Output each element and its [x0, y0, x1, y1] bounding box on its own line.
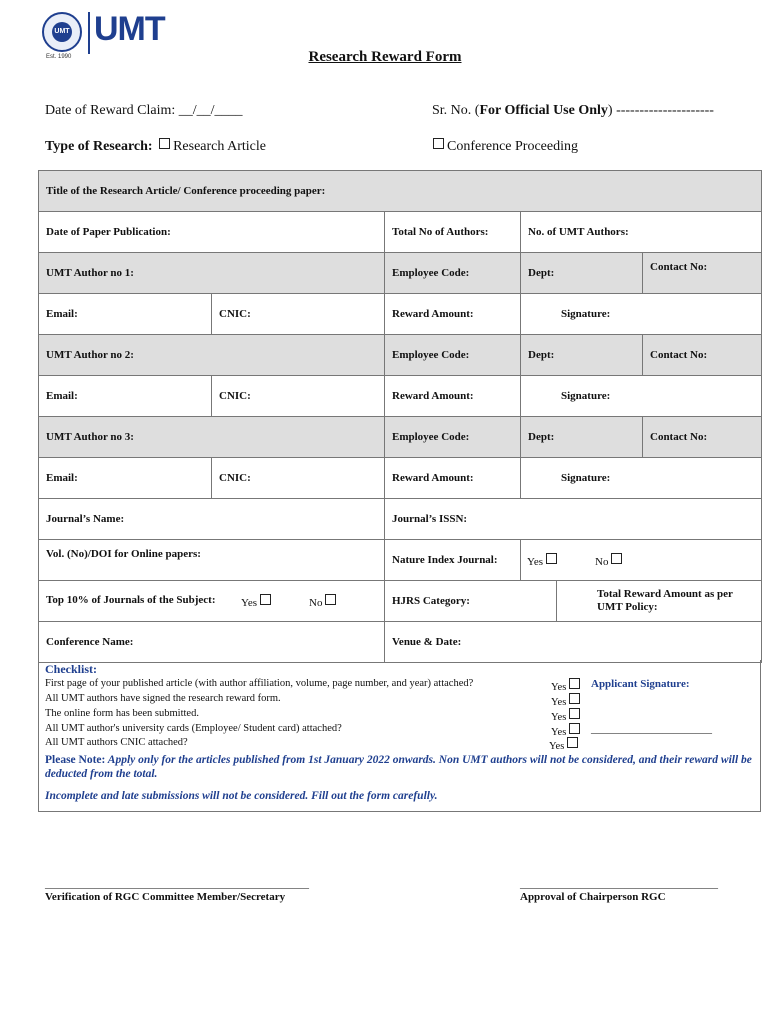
verification-line[interactable]: ________________________________________________: [45, 878, 309, 890]
serial-prefix: Sr. No. (: [432, 103, 480, 118]
seal-text: UMT: [52, 22, 72, 42]
author2-dept[interactable]: Dept:: [521, 335, 643, 376]
note-label: Please Note:: [45, 754, 106, 766]
research-form-table: [38, 170, 762, 663]
umt-wordmark: UMT: [94, 10, 165, 48]
please-note: [45, 753, 755, 781]
top10-no: [309, 594, 339, 609]
author2-employee-code[interactable]: Employee Code:: [385, 335, 521, 376]
author2-signature[interactable]: Signature:: [521, 376, 762, 417]
checkbox-checklist-5[interactable]: [567, 737, 578, 748]
checklist-item: All UMT author's university cards (Employee/ Student card) attached?: [45, 723, 342, 734]
total-reward-field[interactable]: Total Reward Amount as per UMT Policy:: [557, 581, 762, 622]
page-title: Research Reward Form: [308, 49, 462, 65]
author1-email[interactable]: Email:: [39, 294, 212, 335]
checklist-section: [38, 660, 761, 812]
checkbox-checklist-3[interactable]: [569, 708, 580, 719]
author1-reward-amount[interactable]: Reward Amount:: [385, 294, 521, 335]
checklist-yes-3: [551, 708, 583, 723]
author3-dept[interactable]: Dept:: [521, 417, 643, 458]
journal-issn-field[interactable]: Journal’s ISSN:: [385, 499, 762, 540]
checkbox-nature-no[interactable]: [611, 553, 622, 564]
author1-signature[interactable]: Signature:: [521, 294, 762, 335]
applicant-signature-label: Applicant Signature:: [591, 678, 690, 690]
checkbox-nature-yes[interactable]: [546, 553, 557, 564]
checkbox-checklist-2[interactable]: [569, 693, 580, 704]
author3-field[interactable]: UMT Author no 3:: [39, 417, 385, 458]
author3-email[interactable]: Email:: [39, 458, 212, 499]
serial-suffix: ) ---------------------: [607, 103, 714, 118]
est-year: Est. 1990: [46, 54, 72, 60]
total-authors-field[interactable]: Total No of Authors:: [385, 212, 521, 253]
author2-contact[interactable]: Contact No:: [643, 335, 762, 376]
nature-index-options: [521, 540, 762, 581]
checklist-item: All UMT authors CNIC attached?: [45, 737, 188, 748]
date-of-claim[interactable]: Date of Reward Claim: __/__/____: [45, 103, 243, 118]
author2-email[interactable]: Email:: [39, 376, 212, 417]
note-text: Apply only for the articles published from 1st January 2022 onwards. Non UMT authors will not be considered, and their reward will be deducted from the total.: [45, 754, 752, 780]
serial-number[interactable]: [432, 103, 714, 119]
author1-dept[interactable]: Dept:: [521, 253, 643, 294]
type-of-research: [45, 138, 266, 155]
date-of-publication-field[interactable]: Date of Paper Publication:: [39, 212, 385, 253]
author1-employee-code[interactable]: Employee Code:: [385, 253, 521, 294]
nature-index-label: Nature Index Journal:: [385, 540, 521, 581]
incomplete-note: Incomplete and late submissions will not be considered. Fill out the form carefully.: [45, 790, 438, 802]
author3-reward-amount[interactable]: Reward Amount:: [385, 458, 521, 499]
serial-bold: For Official Use Only: [479, 103, 608, 118]
research-article-label: Research Article: [173, 139, 266, 154]
author1-cnic[interactable]: CNIC:: [212, 294, 385, 335]
hjrs-category-field[interactable]: HJRS Category:: [385, 581, 557, 622]
approval-label: Approval of Chairperson RGC: [520, 891, 666, 903]
checkbox-top10-yes[interactable]: [260, 594, 271, 605]
nature-yes-label: Yes: [527, 556, 544, 568]
checklist-item: All UMT authors have signed the research reward form.: [45, 693, 281, 704]
nature-yes: [527, 553, 560, 568]
author3-signature[interactable]: Signature:: [521, 458, 762, 499]
applicant-signature-line[interactable]: ______________________: [591, 723, 712, 735]
journal-name-field[interactable]: Journal’s Name:: [39, 499, 385, 540]
yes-label: Yes: [551, 697, 567, 708]
logo-divider: [88, 12, 90, 54]
checklist-yes-4: [551, 723, 583, 738]
checklist-yes-1: [551, 678, 583, 693]
yes-label: Yes: [551, 727, 567, 738]
checkbox-conference-proceeding[interactable]: [433, 138, 444, 149]
vol-doi-field[interactable]: Vol. (No)/DOI for Online papers:: [39, 540, 385, 581]
umt-authors-field[interactable]: No. of UMT Authors:: [521, 212, 762, 253]
approval-line[interactable]: ____________________________________: [520, 878, 718, 890]
verification-label: Verification of RGC Committee Member/Secretary: [45, 891, 286, 903]
checkbox-checklist-1[interactable]: [569, 678, 580, 689]
checklist-yes-5: [549, 737, 581, 752]
checkbox-top10-no[interactable]: [325, 594, 336, 605]
yes-label: Yes: [551, 712, 567, 723]
author2-reward-amount[interactable]: Reward Amount:: [385, 376, 521, 417]
checkbox-checklist-4[interactable]: [569, 723, 580, 734]
checklist-yes-2: [551, 693, 583, 708]
author1-field[interactable]: UMT Author no 1:: [39, 253, 385, 294]
yes-label: Yes: [549, 741, 565, 752]
checklist-item: First page of your published article (with author affiliation, volume, page number, and year) attached?: [45, 678, 474, 689]
nature-no-label: No: [595, 556, 609, 568]
author2-cnic[interactable]: CNIC:: [212, 376, 385, 417]
top10-label: Top 10% of Journals of the Subject:: [46, 594, 216, 606]
author2-field[interactable]: UMT Author no 2:: [39, 335, 385, 376]
author3-contact[interactable]: Contact No:: [643, 417, 762, 458]
author1-contact[interactable]: Contact No:: [643, 253, 762, 294]
author3-cnic[interactable]: CNIC:: [212, 458, 385, 499]
top10-no-label: No: [309, 597, 323, 609]
conference-name-field[interactable]: Conference Name:: [39, 622, 385, 663]
author3-employee-code[interactable]: Employee Code:: [385, 417, 521, 458]
top10-row: [39, 581, 385, 622]
nature-no: [595, 553, 625, 568]
venue-date-field[interactable]: Venue & Date:: [385, 622, 762, 663]
checklist-title: Checklist:: [45, 662, 97, 676]
top10-yes-label: Yes: [241, 597, 258, 609]
checkbox-research-article[interactable]: [159, 138, 170, 149]
checklist-item: The online form has been submitted.: [45, 708, 199, 719]
yes-label: Yes: [551, 682, 567, 693]
conference-option: [430, 138, 578, 155]
conference-proceeding-label: Conference Proceeding: [447, 139, 578, 154]
title-field[interactable]: Title of the Research Article/ Conference proceeding paper:: [39, 171, 762, 212]
type-label: Type of Research:: [45, 139, 153, 154]
top10-yes: [241, 594, 274, 609]
umt-seal-icon: [42, 12, 82, 52]
